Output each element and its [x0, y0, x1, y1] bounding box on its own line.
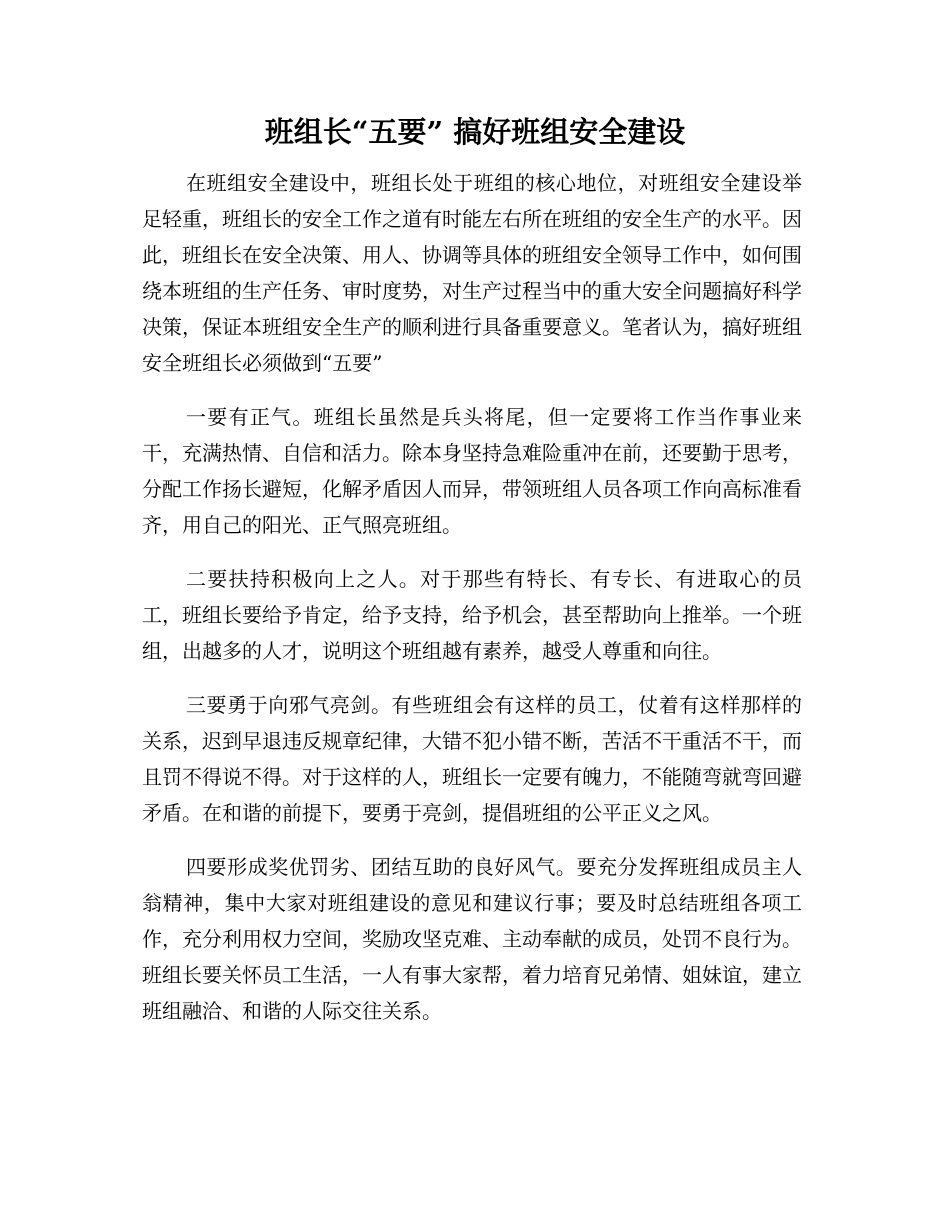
paragraph-point-four: 四要形成奖优罚劣、团结互助的良好风气。要充分发挥班组成员主人翁精神，集中大家对班组建设的意见和建议行事；要及时总结班组各项工作，充分利用权力空间，奖励攻坚克难、主动奉献的成员，处罚不良行为。班组长要关怀员工生活，一人有事大家帮，着力培育兄弟情、姐妹谊，建立班组融洽、和谐的人际交往关系。	[142, 855, 802, 1023]
paragraph-point-one: 一要有正气。班组长虽然是兵头将尾，但一定要将工作当作事业来干，充满热情、自信和活力。除本身坚持急难险重冲在前，还要勤于思考，分配工作扬长避短，化解矛盾因人而异，带领班组人员各项工作向高标准看齐，用自己的阳光、正气照亮班组。	[142, 405, 802, 537]
paragraph-point-two: 二要扶持积极向上之人。对于那些有特长、有专长、有进取心的员工，班组长要给予肯定，给予支持，给予机会，甚至帮助向上推举。一个班组，出越多的人才，说明这个班组越有素养，越受人尊重和向往。	[142, 567, 802, 663]
document-title: 班组长“五要” 搞好班组安全建设	[264, 115, 686, 149]
paragraph-intro: 在班组安全建设中，班组长处于班组的核心地位，对班组安全建设举足轻重，班组长的安全工作之道有时能左右所在班组的安全生产的水平。因此，班组长在安全决策、用人、协调等具体的班组安全领导工作中，如何围绕本班组的生产任务、审时度势，对生产过程当中的重大安全问题搞好科学决策，保证本班组安全生产的顺利进行具备重要意义。笔者认为，搞好班组安全班组长必须做到“五要”	[142, 171, 802, 375]
document-body	[142, 165, 802, 1047]
paragraph-point-three: 三要勇于向邪气亮剑。有些班组会有这样的员工，仗着有这样那样的关系，迟到早退违反规章纪律，大错不犯小错不断，苦活不干重活不干，而且罚不得说不得。对于这样的人，班组长一定要有魄力，不能随弯就弯回避矛盾。在和谐的前提下，要勇于亮剑，提倡班组的公平正义之风。	[142, 693, 802, 825]
